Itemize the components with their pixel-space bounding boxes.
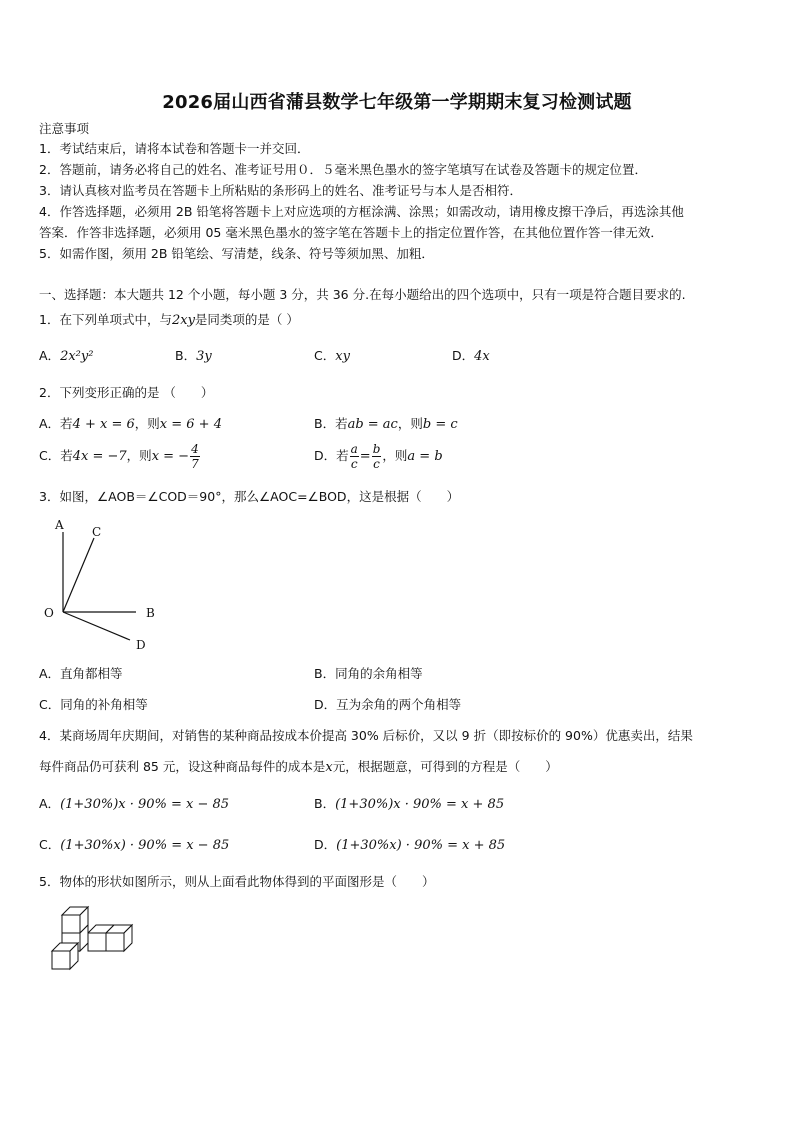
q2-option-a[interactable] — [39, 416, 222, 433]
q2-option-b[interactable] — [314, 416, 458, 433]
question-4-line-2 — [39, 759, 558, 776]
option-label: A．若 — [39, 416, 73, 431]
notice-item-3: 3．请认真核对监考员在答题卡上所粘贴的条形码上的姓名、准考证号与本人是否相符． — [39, 183, 522, 198]
label-a: A — [55, 518, 64, 532]
notice-item-4-cont: 答案．作答非选择题，必须用 05 毫米黑色墨水的签字笔在答题卡上的指定位置作答，在其他位置作答一律无效． — [39, 225, 663, 240]
option-expr: (1+30%x) · 90% = x − 85 — [60, 838, 230, 853]
option-expr: a = b — [407, 449, 443, 464]
question-4-text: 每件商品仍可获利 85 元，设这种商品每件的成本是 — [39, 759, 326, 774]
q4-option-b[interactable] — [314, 796, 504, 813]
fraction-numerator: 4 — [191, 442, 199, 456]
page-title: 2026届山西省蒲县数学七年级第一学期期末复习检测试题 — [162, 92, 632, 113]
question-1-stem — [39, 312, 299, 329]
label-c: C — [92, 525, 102, 539]
fraction — [372, 442, 382, 471]
option-expr: x = − — [151, 449, 190, 464]
q4-option-c[interactable] — [39, 837, 229, 854]
fraction — [350, 442, 359, 471]
option-connector: ，则 — [397, 416, 423, 431]
cube-front-face — [62, 915, 80, 933]
angle-figure — [36, 514, 166, 654]
equals-sign: = — [359, 449, 371, 464]
option-label: B． — [175, 348, 197, 363]
section-heading: 一、选择题：本大题共 12 个小题，每小题 3 分，共 36 分.在每小题给出的四个选项中，只有一项是符合题目要求的. — [39, 287, 686, 302]
option-label: A． — [39, 796, 61, 811]
option-connector: ，则 — [134, 416, 160, 431]
label-o: O — [44, 606, 54, 620]
label-b: B — [146, 606, 155, 620]
option-expr: xy — [335, 349, 350, 364]
option-expr: 4x — [474, 349, 490, 364]
question-5-stem: 5．物体的形状如图所示，则从上面看此物体得到的平面图形是（ ） — [39, 874, 435, 889]
question-3-stem: 3．如图，∠AOB＝∠COD＝90°，那么∠AOC=∠BOD，这是根据（ ） — [39, 489, 460, 504]
option-label: C． — [314, 348, 336, 363]
option-label: A． — [39, 348, 61, 363]
question-1-stem-tail: 是同类项的是（ ） — [194, 312, 299, 327]
q1-option-d[interactable] — [452, 348, 490, 365]
q2-option-d[interactable] — [314, 442, 443, 471]
option-expr: x = 6 + 4 — [159, 417, 222, 432]
cube-front-face — [88, 933, 106, 951]
notice-item-5: 5．如需作图，须用 2B 铅笔绘、写清楚，线条、符号等须加黑、加粗． — [39, 246, 434, 261]
option-label: C．若 — [39, 448, 73, 463]
option-expr: (1+30%)x · 90% = x − 85 — [60, 797, 230, 812]
q3-option-d[interactable]: D．互为余角的两个角相等 — [314, 697, 462, 712]
fraction-numerator: b — [372, 442, 381, 456]
ray-oc — [63, 538, 94, 612]
option-label: B． — [314, 796, 336, 811]
option-expr: 3y — [196, 349, 212, 364]
option-label: C． — [39, 837, 61, 852]
q1-option-a[interactable] — [39, 348, 93, 365]
fraction-numerator: a — [350, 442, 358, 456]
option-label: D． — [314, 837, 337, 852]
ray-od — [63, 612, 130, 640]
option-connector: ，则 — [382, 448, 408, 463]
q4-option-a[interactable] — [39, 796, 229, 813]
label-d: D — [136, 638, 146, 652]
question-1-stem-text: 1．在下列单项式中，与 — [39, 312, 172, 327]
option-expr: (1+30%)x · 90% = x + 85 — [335, 797, 505, 812]
fraction-denominator: c — [373, 457, 380, 471]
q1-option-b[interactable] — [175, 348, 212, 365]
question-4-text-tail: 元，根据题意，可得到的方程是（ ） — [332, 759, 558, 774]
option-label: B．若 — [314, 416, 348, 431]
notice-item-4: 4．作答选择题，必须用 2B 铅笔将答题卡上对应选项的方框涂满、涂黑；如需改动，请用橡皮擦干净后，再选涂其他 — [39, 204, 684, 219]
q3-option-c[interactable]: C．同角的补角相等 — [39, 697, 148, 712]
cube-stack-figure — [46, 905, 146, 975]
option-expr: ab = ac — [347, 417, 398, 432]
option-connector: ，则 — [126, 448, 152, 463]
cube-front-face — [106, 933, 124, 951]
fraction-denominator: c — [350, 457, 358, 471]
notice-heading: 注意事项 — [39, 121, 90, 136]
notice-item-1: 1．考试结束后，请将本试卷和答题卡一并交回． — [39, 141, 310, 156]
question-1-expr: 2xy — [171, 313, 195, 328]
option-expr: 4x = −7 — [72, 449, 127, 464]
q3-option-b[interactable]: B．同角的余角相等 — [314, 666, 423, 681]
fraction — [190, 442, 200, 471]
q2-option-c[interactable] — [39, 442, 201, 471]
fraction-denominator: 7 — [191, 457, 199, 471]
option-label: D．若 — [314, 448, 349, 463]
question-2-stem: 2．下列变形正确的是 （ ） — [39, 385, 214, 400]
option-expr: b = c — [422, 417, 458, 432]
option-expr: 4 + x = 6 — [72, 417, 135, 432]
q1-option-c[interactable] — [314, 348, 350, 365]
q3-option-a[interactable]: A．直角都相等 — [39, 666, 123, 681]
variable-x: x — [325, 760, 333, 775]
notice-item-2: 2．答题前，请务必将自己的姓名、准考证号用０．５毫米黑色墨水的签字笔填写在试卷及答题卡的规定位置． — [39, 162, 647, 177]
cube-front-face — [52, 951, 70, 969]
option-expr: (1+30%x) · 90% = x + 85 — [336, 838, 506, 853]
option-label: D． — [452, 348, 475, 363]
question-4-line-1: 4．某商场周年庆期间，对销售的某种商品按成本价提高 30% 后标价，又以 9 折（即按标价的 90%）优惠卖出，结果 — [39, 728, 693, 743]
option-expr: 2x²y² — [60, 349, 94, 364]
q4-option-d[interactable] — [314, 837, 505, 854]
